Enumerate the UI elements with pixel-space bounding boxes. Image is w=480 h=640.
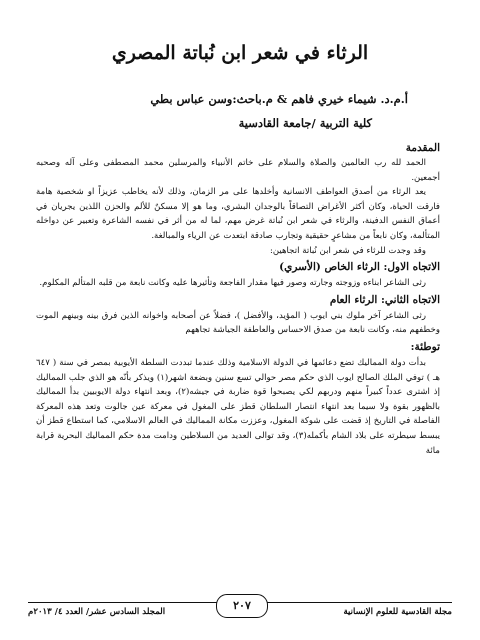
footer-journal-name: مجلة القادسية للعلوم الإنسانية	[343, 607, 452, 617]
section-heading: الاتجاه الثاني: الرثاء العام	[329, 293, 440, 306]
paragraph: يعد الرثاء من أصدق العواطف الانسانية وأخلدها على مر الزمان، وذلك لأنه يخاطب عزيزاً او شخصية هامة فارقت الحياة، وكان أكثر الأغراض التصاقاً بالوجدان البشري، وما هو إلا مسكنٌ للألم والحزن اللذين يجريان في أعماق النفس الدفينة، والرثاء في شعر ابن نُباتة غرض مهم، لما له من أثر في نفسه الشاعرة وتعبير عن دواخله المتألمة، وكان نابعاً من مشاعرٍ حقيقية وتجارب صادقة ابتعدت عن الرياء والمبالغة.	[36, 187, 440, 241]
affiliation-line: كلية التربية /جامعة القادسية	[238, 116, 372, 130]
section-heading-intro: المقدمة	[405, 142, 440, 154]
page-footer	[28, 599, 452, 625]
paragraph: الحمد لله رب العالمين والصلاة والسلام على خاتم الأنبياء والمرسلين محمد المصطفى وعلى آله وصحبه أجمعين.	[36, 158, 440, 183]
paragraph: بدأت دولة المماليك تضع دعائمها في الدولة الاسلامية وذلك عندما تبددت السلطة الأيوبية بمصر في سنة ( ٦٤٧ هـ ) توفي الملك الصالح ايوب الذي حكم مصر حوالي تسع سنين وبضعة اشهر(١) ويذكر بأنّه هو الذي جلب المماليك إذ اشترى عدداً كبيراً منهم ودربهم لكي يصبحوا قوة ضاربة في جيشه(٢)، وبعد انتهاء دولة الايوبيين بدأ المماليك بالظهور بقوة ولا سيما بعد انتهاء انتصار السلطان قطز على المغول في معركة عين جالوت وتعد هذه المعركة الفاصلة في التاريخ إذ قضت على شوكة المغول، وعززت مكانة المماليك في العالم الاسلامي، كما استطاع قطز أن يبسط سيطرته على بلاد الشام بأكمله(٣)، وقد توالى العديد من السلاطين ودامت مدة حكم المماليك البحرية قرابة مائة	[36, 357, 440, 456]
authors-line: أ.م.د. شيماء خيري فاهم & م.باحث:وسن عباس بطي	[150, 92, 408, 106]
page-number-badge: ٢٠٧	[216, 594, 268, 618]
paper-title: الرثاء في شعر ابن نُباتة المصري	[111, 42, 369, 64]
paragraph: رثى الشاعر آخر ملوك بني ايوب ( المؤيد، والأفضل )، فضلاً عن أصحابه واخوانه الذين فرق بينه وبينهم الموت وخطفهم منه، وكانت نابعة من صدق الاحساس والعاطفة الجياشة تجاههم	[36, 310, 440, 336]
paragraph: وقد وجدت للرثاء في شعر ابن نُباتة اتجاهين:	[269, 245, 426, 256]
section-heading: توطئة:	[410, 340, 440, 353]
body-text	[36, 140, 440, 458]
section-heading: الاتجاه الاول: الرثاء الخاص (الأسري)	[279, 261, 440, 274]
paragraph: رثى الشاعر ابناءه وزوجته وجارته وصور فيها مقدار الفاجعة وتأثيرها عليه وكانت نابعة من قلبه المتألم المكلوم.	[39, 278, 426, 289]
footer-issue-info: المجلد السادس عشر/ العدد ٤/ ٢٠١٣م	[28, 607, 166, 617]
